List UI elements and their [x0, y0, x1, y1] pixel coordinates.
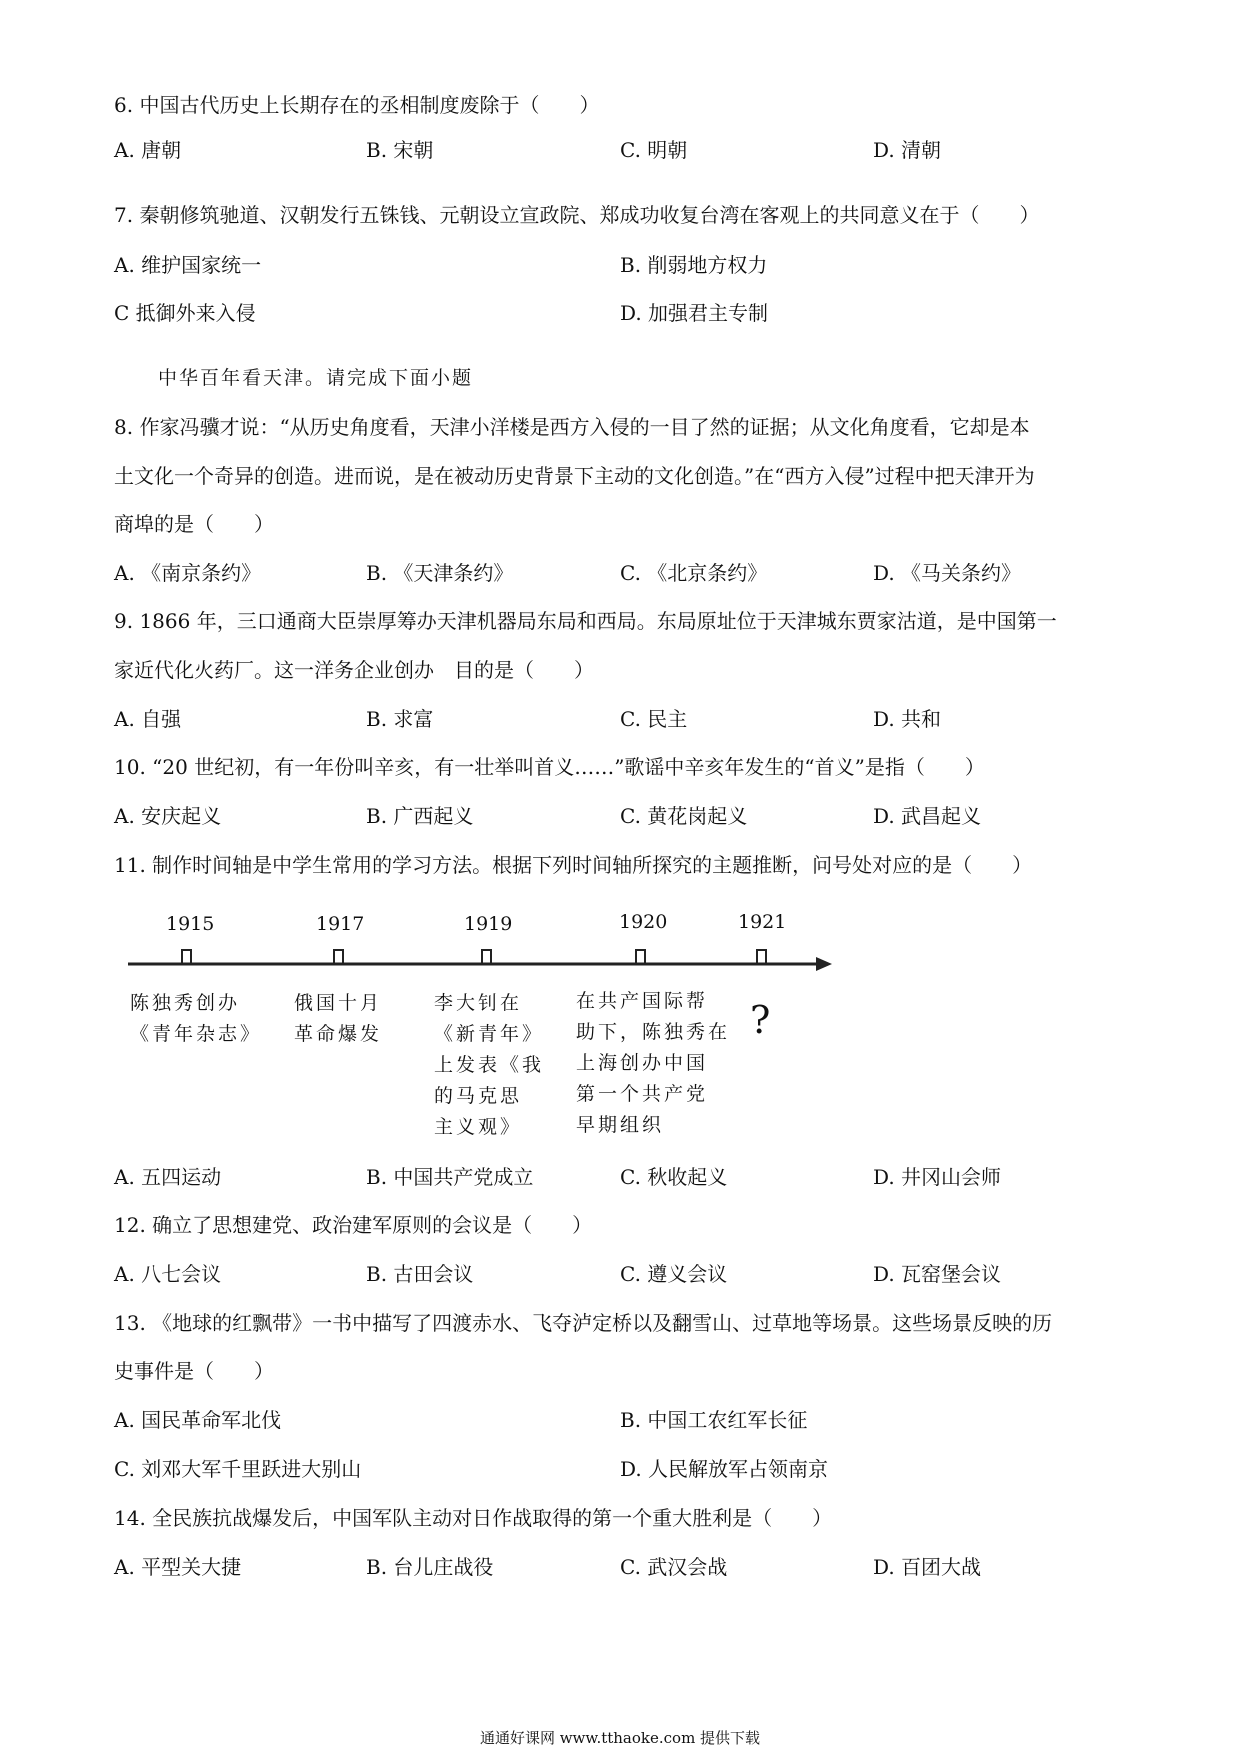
question-11-option-c: C. 秋收起义 [620, 1165, 728, 1189]
timeline-tick-1917 [334, 950, 343, 964]
question-7-option-d: D. 加强君主专制 [620, 301, 769, 325]
question-12-option-b: B. 古田会议 [366, 1262, 474, 1286]
question-12-stem: 12. 确立了思想建党、政治建军原则的会议是（ ） [114, 1213, 593, 1237]
question-13-option-d: D. 人民解放军占领南京 [620, 1457, 829, 1481]
question-10-option-b: B. 广西起义 [366, 804, 474, 828]
question-6-option-c: C. 明朝 [620, 138, 688, 162]
question-9-option-a: A. 自强 [114, 707, 182, 731]
question-11-option-a: A. 五四运动 [114, 1165, 222, 1189]
question-7-option-c: C 抵御外来入侵 [114, 301, 256, 325]
timeline-desc-1920: 在共产国际帮 助下，陈独秀在 上海创办中国 第一个共产党 早期组织 [576, 990, 731, 1136]
question-8-option-c: C. 《北京条约》 [620, 561, 768, 585]
timeline-question-mark: ? [750, 998, 771, 1042]
timeline-tick-1919 [482, 950, 491, 964]
timeline-year-1915: 1915 [166, 913, 215, 935]
question-8-stem-line-3: 商埠的是（ ） [114, 512, 274, 536]
timeline-desc-1919: 李大钊在 《新青年》 上发表《我 的马克思 主义观》 [434, 992, 545, 1138]
question-6-option-b: B. 宋朝 [366, 138, 434, 162]
question-6-stem: 6. 中国古代历史上长期存在的丞相制度废除于（ ） [114, 93, 600, 117]
question-14-stem: 14. 全民族抗战爆发后，中国军队主动对日作战取得的第一个重大胜利是（ ） [114, 1506, 833, 1530]
question-10-stem: 10. “20 世纪初，有一年份叫辛亥，有一壮举叫首义……”歌谣中辛亥年发生的“首义”是指（ ） [114, 755, 985, 779]
question-11-option-b: B. 中国共产党成立 [366, 1165, 534, 1189]
timeline-tick-1920 [636, 950, 645, 964]
question-8-stem-line-2: 土文化一个奇异的创造。进而说，是在被动历史背景下主动的文化创造。”在“西方入侵”过程中把天津开为 [114, 464, 1035, 488]
timeline-year-1921: 1921 [738, 911, 787, 933]
timeline-year-1919: 1919 [464, 913, 513, 935]
question-14-option-c: C. 武汉会战 [620, 1555, 728, 1579]
question-13-option-b: B. 中国工农红军长征 [620, 1408, 808, 1432]
question-7-option-b: B. 削弱地方权力 [620, 253, 768, 277]
question-8-option-d: D. 《马关条约》 [873, 561, 1022, 585]
question-8-option-b: B. 《天津条约》 [366, 561, 514, 585]
question-10-option-d: D. 武昌起义 [873, 804, 982, 828]
question-9-stem-line-1: 9. 1866 年，三口通商大臣崇厚筹办天津机器局东局和西局。东局原址位于天津城东贾家沽道，是中国第一 [114, 609, 1057, 633]
question-13-stem-line-1: 13. 《地球的红飘带》一书中描写了四渡赤水、飞夺泸定桥以及翻雪山、过草地等场景。这些场景反映的历 [114, 1311, 1053, 1335]
question-13-option-c: C. 刘邓大军千里跃进大别山 [114, 1457, 362, 1481]
question-9-stem-line-2: 家近代化火药厂。这一洋务企业创办 目的是（ ） [114, 658, 594, 682]
question-14-option-d: D. 百团大战 [873, 1555, 982, 1579]
question-12-option-c: C. 遵义会议 [620, 1262, 728, 1286]
page-footer: 通通好课网 www.tthaoke.com 提供下载 [479, 1729, 761, 1747]
question-13-option-a: A. 国民革命军北伐 [114, 1408, 282, 1432]
timeline-tick-1921 [757, 950, 766, 964]
question-9-option-b: B. 求富 [366, 707, 434, 731]
timeline-arrow-head [816, 957, 832, 971]
question-10-option-a: A. 安庆起义 [114, 804, 222, 828]
question-14-option-b: B. 台儿庄战役 [366, 1555, 494, 1579]
question-12-option-d: D. 瓦窑堡会议 [873, 1262, 1002, 1286]
timeline-year-1917: 1917 [316, 913, 365, 935]
timeline-desc-1917: 俄国十月 革命爆发 [294, 992, 383, 1045]
question-7-option-a: A. 维护国家统一 [114, 253, 262, 277]
question-6-option-d: D. 清朝 [873, 138, 942, 162]
question-14-option-a: A. 平型关大捷 [114, 1555, 242, 1579]
question-9-option-d: D. 共和 [873, 707, 942, 731]
question-12-option-a: A. 八七会议 [114, 1262, 222, 1286]
question-7-stem: 7. 秦朝修筑驰道、汉朝发行五铢钱、元朝设立宣政院、郑成功收复台湾在客观上的共同意义在于（ ） [114, 203, 1040, 227]
question-13-stem-line-2: 史事件是（ ） [114, 1359, 274, 1383]
question-8-option-a: A. 《南京条约》 [114, 561, 262, 585]
question-10-option-c: C. 黄花岗起义 [620, 804, 748, 828]
section-intro: 中华百年看天津。请完成下面小题 [158, 367, 474, 389]
question-8-stem-line-1: 8. 作家冯骥才说：“从历史角度看，天津小洋楼是西方入侵的一目了然的证据；从文化角度看，它却是本 [114, 415, 1030, 439]
timeline-tick-1915 [182, 950, 191, 964]
timeline-desc-1915: 陈独秀创办 《青年杂志》 [130, 992, 263, 1045]
question-11-stem: 11. 制作时间轴是中学生常用的学习方法。根据下列时间轴所探究的主题推断，问号处对应的是（ ） [114, 853, 1033, 877]
timeline-year-1920: 1920 [619, 911, 668, 933]
question-11-option-d: D. 井冈山会师 [873, 1165, 1002, 1189]
question-6-option-a: A. 唐朝 [114, 138, 182, 162]
question-9-option-c: C. 民主 [620, 707, 688, 731]
